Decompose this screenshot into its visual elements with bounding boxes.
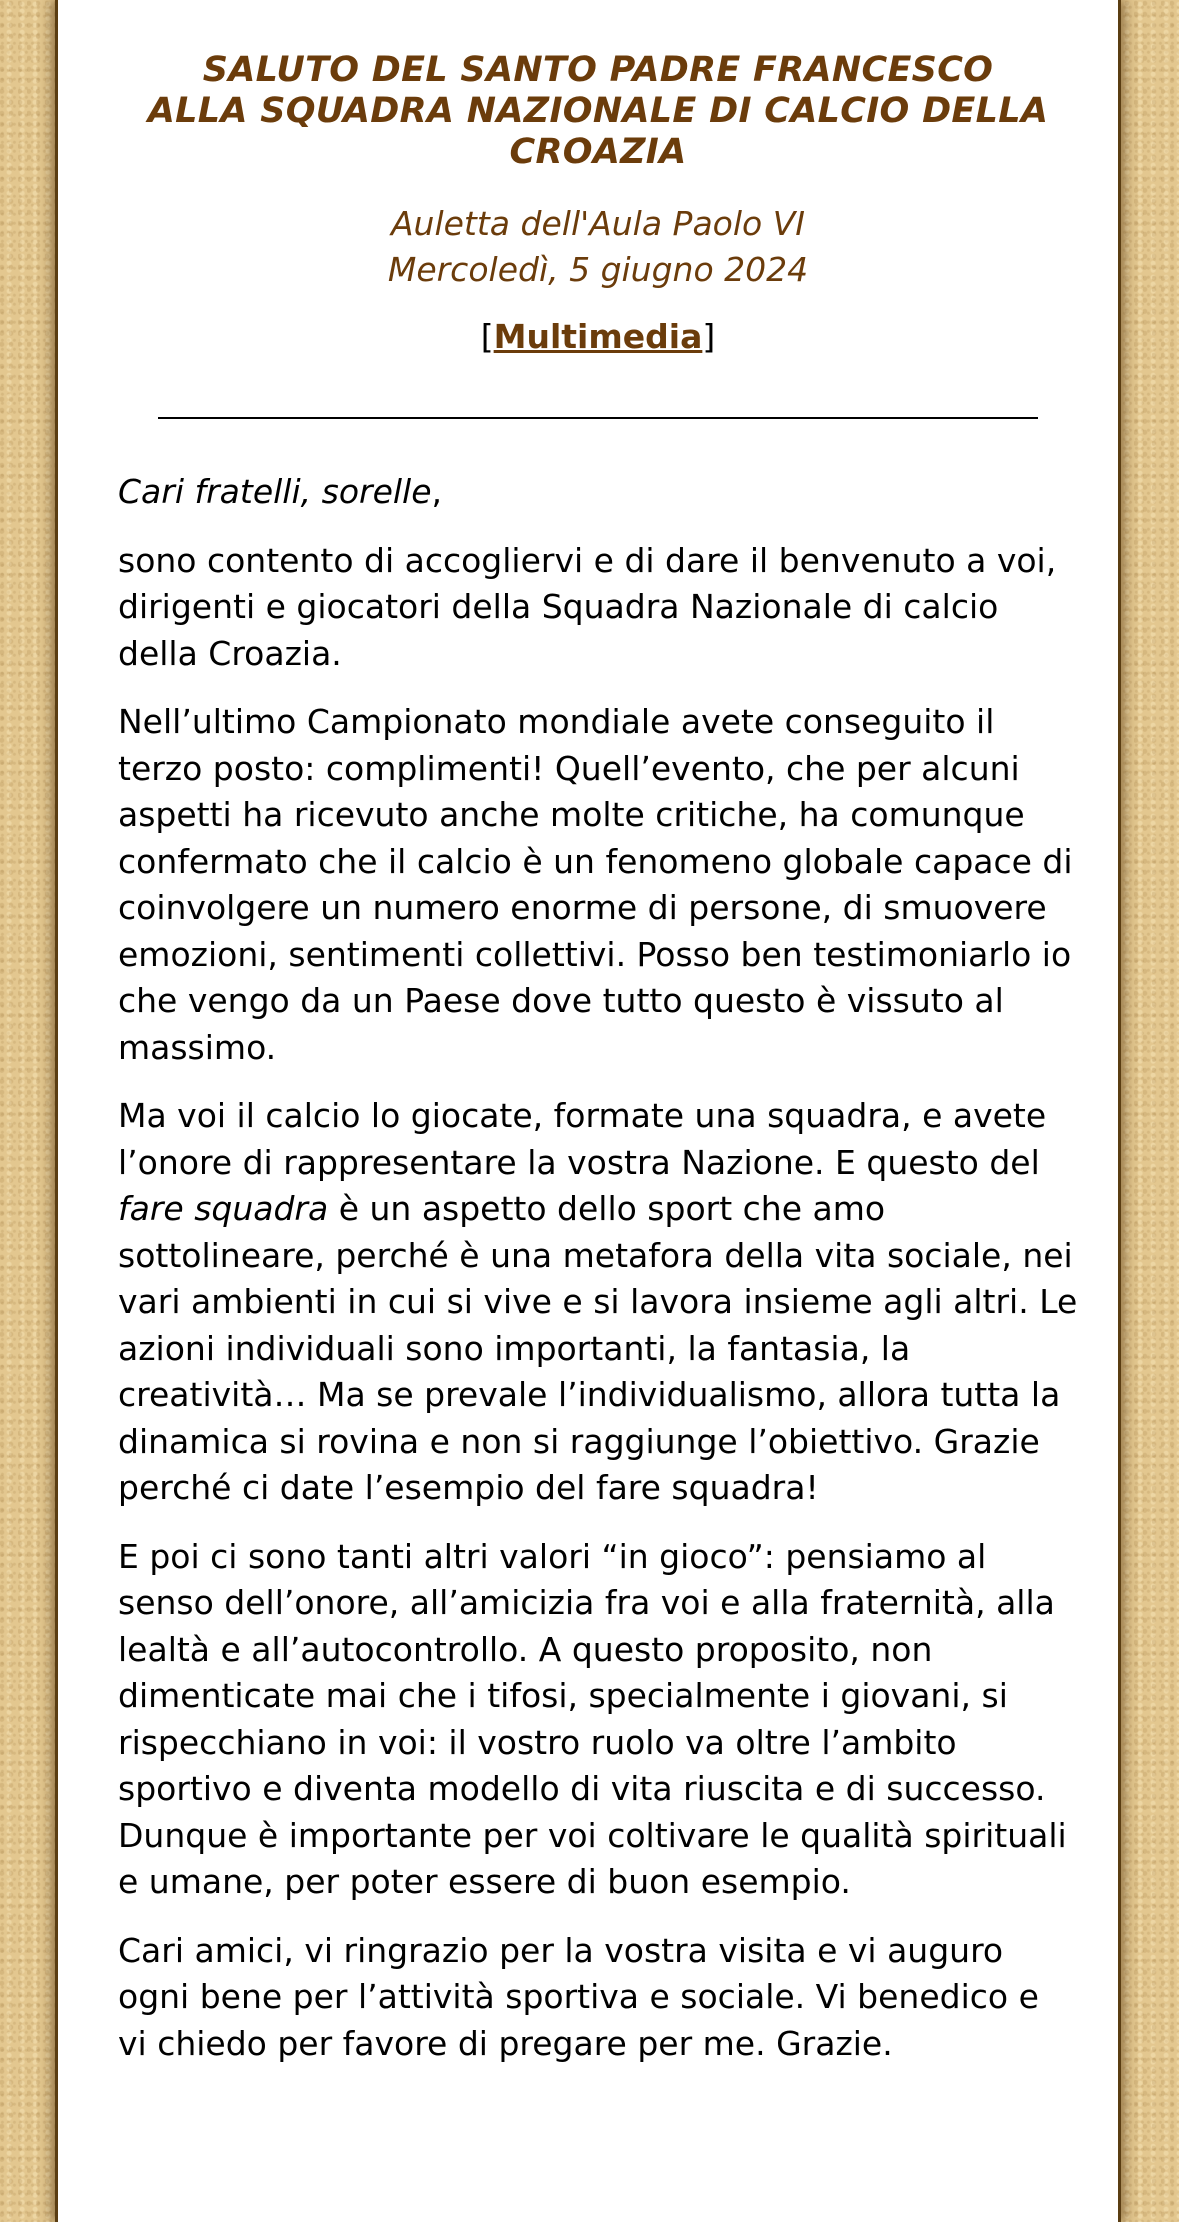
paragraph-5: Cari amici, vi ringrazio per la vostra visita e vi auguro ogni bene per l’attività sportiva e sociale. Vi benedico e vi chiedo per favore di pregare per me. Grazie.: [118, 1930, 1039, 2063]
page-panel: [55, 0, 1121, 2222]
greeting-punct: ,: [431, 472, 443, 511]
paragraph-4: E poi ci sono tanti altri valori “in gioco”: pensiamo al senso dell’onore, all’amicizia fra voi e alla fraternità, alla lealtà e all’autocontrollo. A questo proposito, non dimenticate mai che i tifosi, specialmente i giovani, si rispecchiano in voi: il vostro ruolo va oltre l’ambito sportivo e diventa modello di vita riuscita e di successo. Dunque è importante per voi coltivare le qualità spirituali e umane, per poter essere di buon esempio.: [118, 1536, 1067, 1901]
title-line-1: SALUTO DEL SANTO PADRE FRANCESCO: [202, 50, 994, 90]
bracket-close: ]: [702, 317, 716, 356]
paragraph-3: [118, 1093, 1078, 1512]
speech-body: [118, 469, 1078, 2067]
subtitle: [118, 201, 1078, 293]
paragraph-3-part-a: Ma voi il calcio lo giocate, formate una squadra, e avete l’onore di rappresentare la vostra Nazione. E questo del: [118, 1096, 1047, 1182]
location-text: Auletta dell'Aula Paolo VI: [390, 204, 806, 243]
multimedia-link[interactable]: Multimedia: [493, 317, 703, 356]
bracket-open: [: [480, 317, 494, 356]
paragraph-3-emphasis: fare squadra: [118, 1189, 329, 1228]
title-line-2: ALLA SQUADRA NAZIONALE DI CALCIO DELLA CROAZIA: [147, 91, 1049, 172]
greeting-text: Cari fratelli, sorelle: [118, 472, 432, 511]
paragraph-3-part-b: è un aspetto dello sport che amo sottolineare, perché è una metafora della vita sociale, nei vari ambienti in cui si vive e si lavora insieme agli altri. Le azioni individuali sono importanti, la fantasia, la creatività… Ma se prevale l’individualismo, allora tutta la dinamica si rovina e non si raggiunge l’obiettivo. Grazie perché ci date l’esempio del fare squadra!: [118, 1189, 1078, 1507]
multimedia-line: [118, 315, 1078, 359]
paragraph-2: Nell’ultimo Campionato mondiale avete conseguito il terzo posto: complimenti! Quell’evento, che per alcuni aspetti ha ricevuto anche molte critiche, ha comunque confermato che il calcio è un fenomeno globale capace di coinvolgere un numero enorme di persone, di smuovere emozioni, sentimenti collettivi. Posso ben testimoniarlo io che vengo da un Paese dove tutto questo è vissuto al massimo.: [118, 702, 1073, 1067]
paragraph-1: sono contento di accogliervi e di dare il benvenuto a voi, dirigenti e giocatori della Squadra Nazionale di calcio della Croazia.: [118, 540, 1057, 673]
document-content: [118, 50, 1078, 2089]
divider: [158, 417, 1038, 419]
date-text: Mercoledì, 5 giugno 2024: [387, 250, 809, 289]
greeting-paragraph: [118, 469, 1078, 516]
page-title: [118, 50, 1078, 173]
